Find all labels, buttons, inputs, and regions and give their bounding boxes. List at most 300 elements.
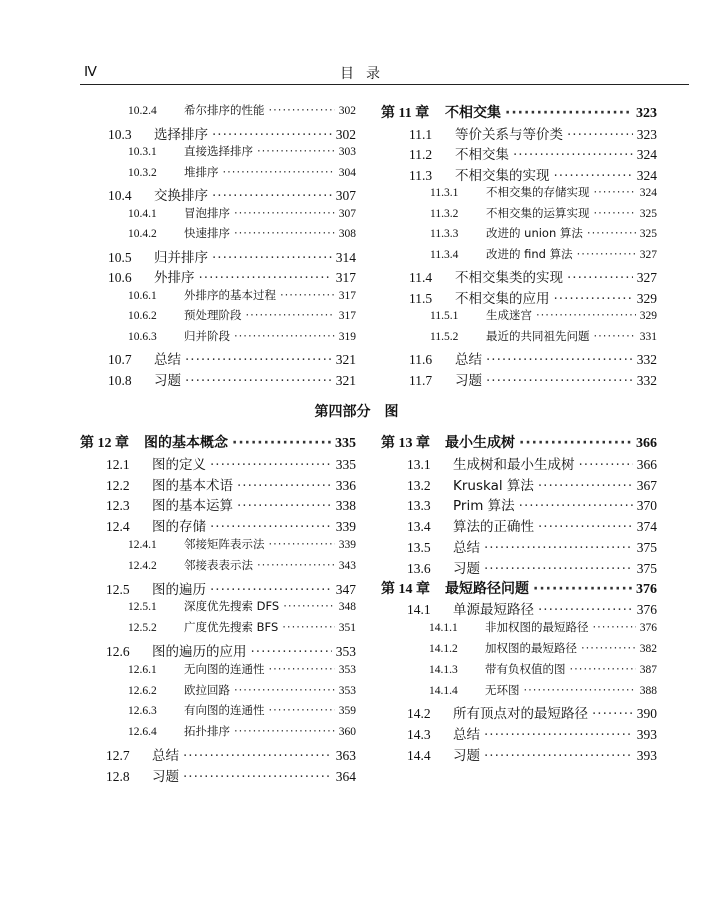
toc-entry: [106, 640, 356, 660]
leader-dots: [577, 247, 636, 261]
entry-page: 338: [335, 498, 356, 514]
toc-entry: [430, 205, 657, 221]
leader-dots: [183, 748, 332, 764]
leader-dots: [594, 185, 636, 199]
entry-page: 307: [338, 207, 356, 220]
toc-entry: [381, 102, 657, 122]
entry-page: 327: [639, 248, 657, 261]
leader-dots: [484, 727, 633, 743]
entry-page: 307: [335, 188, 356, 203]
toc-entry: [407, 598, 657, 618]
entry-title: Kruskal 算法: [453, 477, 534, 494]
entry-page: 308: [338, 228, 356, 240]
toc-entry: [407, 723, 657, 743]
toc-entry: [409, 266, 657, 286]
entry-title: 图的基本运算: [152, 498, 233, 515]
entry-page: 324: [639, 187, 657, 199]
entry-number: 12.7: [106, 748, 130, 763]
entry-number: 10.4: [108, 188, 132, 203]
entry-title: 快速排序: [184, 226, 230, 240]
entry-title: 图的基本术语: [152, 477, 233, 494]
entry-title: 广度优先搜索 BFS: [184, 620, 279, 635]
entry-title: 邻接表表示法: [184, 557, 253, 572]
entry-title: 加权图的最短路径: [485, 641, 577, 655]
entry-number: 第 14 章: [381, 581, 430, 597]
entry-page: 348: [338, 601, 356, 614]
entry-page: 363: [335, 748, 356, 763]
leader-dots: [536, 308, 636, 322]
entry-page: 343: [338, 559, 356, 572]
entry-page: 303: [338, 146, 356, 158]
entry-page: 339: [338, 539, 356, 551]
entry-title: 最短路径问题: [445, 580, 529, 597]
entry-page: 367: [636, 477, 657, 493]
toc-entry: [381, 578, 657, 598]
leader-dots: [269, 703, 335, 717]
entry-number: 13.1: [407, 456, 431, 472]
entry-number: 11.3.4: [430, 248, 459, 261]
entry-page: 376: [636, 581, 657, 597]
entry-title: 最近的共同祖先问题: [486, 328, 590, 343]
entry-title: 无向图的连通性: [184, 661, 265, 676]
entry-page: 366: [636, 456, 657, 472]
toc-entry: [128, 328, 356, 344]
toc-entry: [128, 536, 356, 552]
entry-number: 13.6: [407, 560, 431, 576]
leader-dots: [486, 373, 633, 389]
entry-page: 336: [335, 477, 356, 493]
toc-entry: [128, 723, 356, 739]
leader-dots: [232, 435, 331, 451]
entry-title: 不相交集: [445, 105, 501, 121]
toc-entry: [128, 287, 356, 303]
entry-title: 习题: [152, 768, 179, 785]
toc-entry: [409, 164, 657, 184]
leader-dots: [234, 226, 335, 240]
toc-entry: [429, 682, 657, 698]
toc-entry: [409, 369, 657, 389]
entry-number: 10.5: [108, 249, 132, 265]
entry-number: 14.1.1: [429, 622, 458, 635]
part-title: 第四部分 图: [314, 404, 399, 420]
entry-title: 习题: [453, 748, 480, 764]
leader-dots: [234, 329, 335, 343]
entry-title: 无环图: [485, 682, 520, 697]
leader-dots: [538, 478, 633, 494]
entry-number: 14.4: [407, 748, 431, 763]
entry-title: 不相交集类的实现: [455, 270, 563, 286]
toc-entry: [80, 432, 356, 452]
entry-title: 总结: [455, 352, 482, 368]
entry-title: 希尔排序的性能: [184, 103, 265, 117]
toc-entry: [409, 287, 657, 307]
toc-entry: [407, 494, 657, 514]
entry-number: 12.5.2: [128, 622, 157, 635]
entry-page: 366: [636, 436, 657, 451]
entry-number: 12.6.2: [128, 684, 157, 697]
entry-number: 12.1: [106, 456, 130, 472]
entry-page: 302: [338, 105, 356, 117]
entry-number: 14.1.2: [429, 643, 458, 655]
entry-number: 14.1.4: [429, 684, 458, 697]
leader-dots: [246, 308, 335, 322]
entry-number: 12.4: [106, 519, 130, 535]
toc-entry: [430, 328, 657, 344]
toc-entry: [106, 765, 356, 785]
leader-dots: [183, 769, 332, 785]
toc-entry: [106, 515, 356, 535]
entry-page: 321: [335, 372, 356, 388]
entry-page: 351: [338, 622, 356, 635]
leader-dots: [283, 599, 335, 613]
entry-number: 14.2: [407, 706, 431, 722]
leader-dots: [593, 620, 636, 634]
toc-entry: [106, 474, 356, 494]
toc-entry: [106, 453, 356, 473]
entry-page: 324: [636, 147, 657, 162]
entry-title: 图的遍历: [152, 581, 206, 598]
entry-title: Prim 算法: [453, 498, 515, 515]
entry-number: 第 12 章: [80, 436, 129, 451]
toc-entry: [106, 744, 356, 764]
entry-number: 11.3.1: [430, 187, 459, 199]
entry-number: 12.6.3: [128, 705, 157, 718]
toc-entry: [108, 123, 356, 143]
entry-number: 12.4.2: [128, 559, 157, 572]
leader-dots: [269, 662, 335, 676]
entry-page: 353: [338, 663, 356, 676]
entry-number: 13.2: [407, 477, 431, 493]
entry-page: 375: [636, 560, 657, 576]
toc-entry: [430, 225, 657, 241]
toc-entry: [430, 307, 657, 323]
leader-dots: [212, 250, 332, 266]
entry-number: 12.3: [106, 498, 130, 514]
leader-dots: [269, 103, 335, 117]
entry-title: 图的存储: [152, 519, 206, 536]
entry-title: 总结: [453, 540, 480, 556]
entry-title: 欧拉回路: [184, 682, 230, 697]
entry-page: 329: [639, 310, 657, 322]
leader-dots: [587, 226, 636, 240]
leader-dots: [505, 105, 632, 121]
leader-dots: [280, 288, 335, 302]
entry-number: 10.6: [108, 270, 132, 285]
entry-page: 387: [639, 663, 657, 676]
leader-dots: [486, 352, 633, 368]
entry-title: 直接选择排序: [184, 144, 253, 158]
toc-entry: [407, 453, 657, 473]
entry-number: 11.7: [409, 372, 433, 388]
leader-dots: [269, 537, 335, 551]
entry-number: 第 11 章: [381, 106, 430, 121]
entry-title: 邻接矩阵表示法: [184, 537, 265, 551]
entry-page: 319: [338, 330, 356, 343]
toc-entry: [108, 266, 356, 286]
entry-page: 375: [636, 540, 657, 555]
entry-number: 第 13 章: [381, 436, 430, 451]
entry-page: 335: [335, 456, 356, 472]
entry-number: 12.8: [106, 768, 130, 784]
leader-dots: [570, 662, 636, 676]
running-header-title: 目录: [340, 66, 392, 82]
leader-dots: [212, 127, 332, 143]
entry-number: 10.4.2: [128, 228, 157, 240]
leader-dots: [185, 373, 332, 389]
toc-entry: [128, 702, 356, 718]
entry-title: 拓扑排序: [184, 724, 230, 739]
entry-title: 选择排序: [154, 126, 208, 143]
entry-number: 10.3: [108, 126, 132, 142]
toc-entry: [128, 205, 356, 221]
toc-entry: [128, 661, 356, 677]
entry-title: 不相交集: [455, 147, 509, 163]
entry-number: 13.3: [407, 498, 431, 514]
entry-title: 非加权图的最短路径: [485, 620, 589, 635]
entry-title: 习题: [453, 560, 480, 577]
leader-dots: [257, 558, 335, 572]
entry-page: 323: [636, 126, 657, 142]
entry-title: 习题: [455, 372, 482, 389]
leader-dots: [594, 206, 636, 220]
entry-page: 353: [338, 684, 356, 697]
toc-entry: [108, 184, 356, 204]
entry-page: 364: [335, 768, 356, 784]
entry-title: 总结: [453, 727, 480, 744]
toc-entry: [128, 143, 356, 159]
entry-number: 10.3.1: [128, 146, 157, 158]
entry-title: 交换排序: [154, 188, 208, 204]
toc-entry: [128, 164, 356, 180]
toc-entry: [409, 143, 657, 163]
leader-dots: [199, 270, 332, 286]
entry-page: 317: [338, 310, 356, 322]
leader-dots: [579, 457, 633, 473]
leader-dots: [519, 498, 633, 514]
leader-dots: [237, 478, 332, 494]
entry-page: 302: [335, 126, 356, 142]
entry-page: 347: [335, 581, 356, 597]
toc-entry: [409, 123, 657, 143]
toc-entry: [108, 246, 356, 266]
entry-number: 10.3.2: [128, 166, 157, 179]
entry-page: 325: [639, 228, 657, 240]
entry-page: 390: [636, 706, 657, 722]
leader-dots: [282, 620, 334, 634]
entry-page: 329: [636, 290, 657, 306]
entry-number: 12.6.4: [128, 726, 157, 739]
entry-number: 14.1.3: [429, 663, 458, 676]
entry-page: 324: [636, 167, 657, 183]
entry-number: 12.6.1: [128, 663, 157, 676]
entry-page: 393: [636, 748, 657, 763]
leader-dots: [567, 270, 633, 286]
leader-dots: [538, 519, 633, 535]
entry-title: 总结: [154, 352, 181, 368]
toc-entry: [429, 640, 657, 656]
toc-entry: [407, 515, 657, 535]
entry-number: 12.6: [106, 644, 130, 659]
entry-page: 327: [636, 270, 657, 285]
leader-dots: [237, 498, 332, 514]
toc-entry: [429, 619, 657, 635]
entry-title: 有向图的连通性: [184, 703, 265, 718]
leader-dots: [581, 641, 636, 655]
leader-dots: [484, 540, 633, 556]
entry-number: 11.1: [409, 126, 433, 142]
entry-page: 388: [639, 684, 657, 697]
entry-page: 359: [338, 705, 356, 718]
entry-number: 10.2.4: [128, 105, 157, 117]
leader-dots: [223, 165, 335, 179]
entry-title: 改进的 union 算法: [486, 226, 583, 240]
toc-entry: [128, 307, 356, 323]
entry-number: 10.6.1: [128, 289, 157, 302]
entry-page: 304: [338, 166, 356, 179]
toc-entry: [407, 536, 657, 556]
entry-page: 370: [636, 498, 657, 514]
entry-title: 不相交集的应用: [455, 290, 550, 307]
leader-dots: [185, 352, 332, 368]
leader-dots: [484, 561, 633, 577]
page-number: Ⅳ: [84, 65, 97, 80]
leader-dots: [567, 127, 633, 143]
entry-page: 374: [636, 519, 657, 535]
toc-entry: [407, 557, 657, 577]
toc-entry: [407, 702, 657, 722]
entry-title: 单源最短路径: [453, 602, 534, 619]
entry-number: 14.1: [407, 602, 431, 618]
toc-entry: [128, 682, 356, 698]
toc-entry: [128, 619, 356, 635]
entry-title: 深度优先搜索 DFS: [184, 599, 280, 614]
leader-dots: [524, 683, 636, 697]
entry-title: 改进的 find 算法: [486, 246, 573, 261]
entry-number: 11.5: [409, 290, 433, 306]
leader-dots: [538, 602, 633, 618]
leader-dots: [592, 706, 633, 722]
leader-dots: [533, 581, 632, 597]
entry-page: 382: [639, 643, 657, 655]
entry-title: 算法的正确性: [453, 519, 534, 536]
entry-page: 376: [636, 602, 657, 618]
entry-title: 图的遍历的应用: [152, 644, 247, 660]
leader-dots: [210, 582, 332, 598]
leader-dots: [212, 188, 332, 204]
entry-title: 总结: [152, 748, 179, 764]
entry-title: 图的定义: [152, 456, 206, 473]
toc-entry: [381, 432, 657, 452]
entry-number: 10.4.1: [128, 207, 157, 220]
leader-dots: [513, 147, 633, 163]
entry-number: 10.6.3: [128, 330, 157, 343]
entry-title: 习题: [154, 372, 181, 389]
leader-dots: [234, 683, 335, 697]
toc-entry: [409, 348, 657, 368]
entry-title: 归并阶段: [184, 328, 230, 343]
toc-entry: [128, 557, 356, 573]
entry-page: 331: [639, 330, 657, 343]
toc-entry: [128, 598, 356, 614]
entry-number: 11.5.2: [430, 330, 459, 343]
toc-entry: [106, 578, 356, 598]
entry-page: 335: [335, 436, 356, 451]
leader-dots: [257, 144, 335, 158]
toc-entry: [430, 246, 657, 262]
entry-number: 11.3: [409, 167, 433, 183]
leader-dots: [251, 644, 332, 660]
entry-number: 10.7: [108, 352, 132, 367]
entry-page: 321: [335, 352, 356, 367]
entry-page: 332: [636, 372, 657, 388]
entry-title: 堆排序: [184, 164, 219, 179]
entry-number: 13.5: [407, 540, 431, 555]
entry-title: 生成迷宫: [486, 308, 532, 322]
entry-page: 314: [335, 249, 356, 265]
leader-dots: [234, 724, 335, 738]
entry-number: 12.2: [106, 477, 130, 493]
leader-dots: [234, 206, 335, 220]
entry-page: 317: [335, 270, 356, 285]
entry-title: 带有负权值的图: [485, 661, 566, 676]
toc-entry: [128, 225, 356, 241]
entry-page: 317: [338, 289, 356, 302]
header-rule: [80, 84, 689, 85]
toc-entry: [108, 369, 356, 389]
entry-title: 等价关系与等价类: [455, 126, 563, 143]
toc-entry: [430, 184, 657, 200]
entry-number: 10.8: [108, 372, 132, 388]
entry-page: 323: [636, 106, 657, 121]
entry-title: 不相交集的存储实现: [486, 185, 590, 199]
entry-title: 外排序的基本过程: [184, 287, 276, 302]
entry-page: 339: [335, 519, 356, 535]
entry-number: 14.3: [407, 727, 431, 743]
entry-title: 所有顶点对的最短路径: [453, 706, 588, 723]
entry-page: 332: [636, 352, 657, 367]
toc-entry: [429, 661, 657, 677]
entry-number: 11.2: [409, 147, 433, 162]
toc-entry: [108, 348, 356, 368]
toc-entry: [407, 474, 657, 494]
leader-dots: [554, 168, 633, 184]
entry-number: 13.4: [407, 519, 431, 535]
entry-number: 12.4.1: [128, 539, 157, 551]
entry-number: 11.4: [409, 270, 433, 285]
entry-page: 353: [335, 644, 356, 659]
leader-dots: [594, 329, 636, 343]
entry-title: 生成树和最小生成树: [453, 456, 575, 473]
toc-entry: [407, 744, 657, 764]
entry-page: 360: [338, 726, 356, 739]
leader-dots: [484, 748, 633, 764]
entry-title: 冒泡排序: [184, 205, 230, 220]
entry-number: 11.5.1: [430, 310, 459, 322]
entry-number: 10.6.2: [128, 310, 157, 322]
entry-title: 不相交集的运算实现: [486, 205, 590, 220]
entry-number: 12.5: [106, 581, 130, 597]
entry-title: 最小生成树: [445, 435, 515, 451]
leader-dots: [519, 435, 632, 451]
entry-number: 11.6: [409, 352, 433, 367]
entry-number: 11.3.2: [430, 207, 459, 220]
entry-page: 325: [639, 207, 657, 220]
toc-entry: [106, 494, 356, 514]
leader-dots: [210, 519, 332, 535]
leader-dots: [210, 457, 332, 473]
entry-title: 不相交集的实现: [455, 167, 550, 184]
leader-dots: [554, 291, 633, 307]
